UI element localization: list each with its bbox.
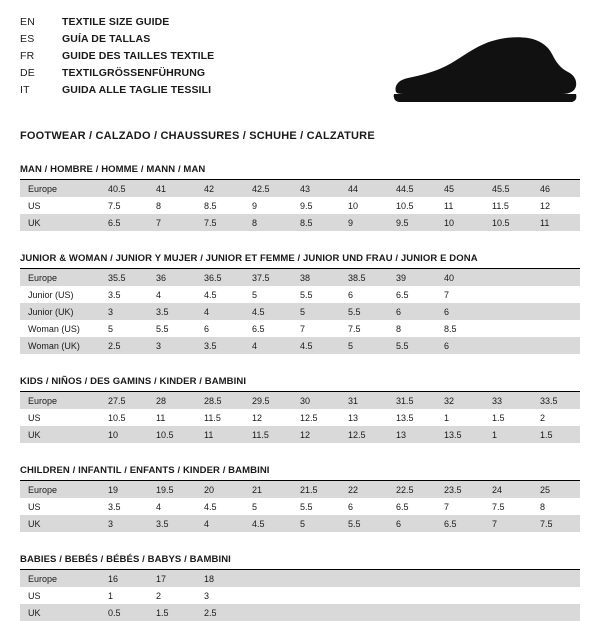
size-cell: 44 [340, 180, 388, 197]
size-cell: 31 [340, 392, 388, 409]
size-row-label: Europe [20, 392, 100, 409]
size-cell: 3.5 [148, 515, 196, 532]
table-row [20, 337, 580, 354]
size-cell: 5.5 [300, 501, 313, 512]
size-cell: 1.5 [532, 426, 580, 443]
size-row-label: Woman (US) [28, 323, 80, 334]
size-cell: 5.5 [300, 289, 313, 300]
language-row [20, 33, 214, 50]
size-cell [532, 286, 580, 303]
size-row-label: Europe [20, 269, 100, 286]
language-row [20, 67, 214, 84]
size-group-title: CHILDREN / INFANTIL / ENFANTS / KINDER / BAMBINI [20, 465, 580, 481]
size-cell: 32 [436, 392, 484, 409]
size-cell: 19 [100, 481, 148, 498]
size-group-title: BABIES / BEBÉS / BÉBÉS / BABYS / BAMBINI [20, 554, 580, 570]
size-cell: 2.5 [100, 337, 148, 354]
size-cell: 31.5 [388, 392, 436, 409]
table-row [20, 604, 580, 621]
size-cell: 6 [388, 515, 436, 532]
size-group-title: KIDS / NIÑOS / DES GAMINS / KINDER / BAMBINI [20, 376, 580, 392]
size-cell: 30 [292, 392, 340, 409]
size-cell: 45.5 [484, 180, 532, 197]
size-cell: 10.5 [484, 214, 532, 231]
size-cell: 33.5 [532, 392, 580, 409]
size-cell [436, 570, 484, 587]
size-cell [340, 604, 388, 621]
size-cell: 3 [100, 303, 148, 320]
size-cell: 11 [444, 200, 454, 211]
size-cell: 10 [100, 426, 148, 443]
size-cell: 1 [444, 412, 450, 423]
table-row [20, 515, 580, 532]
language-title: TEXTILE SIZE GUIDE [62, 16, 170, 28]
size-cell: 4 [244, 337, 292, 354]
size-cell: 6.5 [396, 501, 409, 512]
size-cell: 7.5 [348, 323, 361, 334]
size-cell: 27.5 [100, 392, 148, 409]
size-cell: 21 [244, 481, 292, 498]
document-header [20, 16, 580, 116]
size-cell: 13.5 [396, 412, 414, 423]
size-cell: 24 [484, 481, 532, 498]
language-row [20, 84, 214, 101]
size-cell: 44.5 [388, 180, 436, 197]
size-cell: 9.5 [388, 214, 436, 231]
size-cell [532, 337, 580, 354]
size-cell [532, 570, 580, 587]
size-cell: 37.5 [244, 269, 292, 286]
size-cell: 7 [444, 289, 450, 300]
size-cell [532, 320, 580, 337]
size-cell: 4 [196, 515, 244, 532]
size-cell [484, 337, 532, 354]
size-cell: 40.5 [100, 180, 148, 197]
size-cell: 17 [148, 570, 196, 587]
size-cell: 8 [244, 214, 292, 231]
size-row-label: Junior (UK) [20, 303, 100, 320]
size-cell [340, 570, 388, 587]
size-cell [532, 587, 580, 604]
size-cell: 7 [444, 501, 450, 512]
size-cell: 11 [532, 214, 580, 231]
size-cell: 8 [540, 501, 546, 512]
table-row [20, 197, 580, 214]
size-cell: 11.5 [204, 412, 221, 423]
size-cell: 38 [292, 269, 340, 286]
size-cell: 5 [252, 289, 258, 300]
size-group [20, 465, 580, 532]
size-cell: 6 [436, 303, 484, 320]
table-row [20, 214, 580, 231]
size-cell [340, 587, 388, 604]
size-cell [532, 604, 580, 621]
size-cell: 12.5 [340, 426, 388, 443]
size-cell: 38.5 [340, 269, 388, 286]
size-cell: 4 [156, 501, 162, 512]
size-cell: 1.5 [492, 412, 505, 423]
size-row-label: Junior (US) [28, 289, 74, 300]
size-cell: 4 [156, 289, 162, 300]
size-cell: 40 [436, 269, 484, 286]
size-cell [436, 604, 484, 621]
size-row-label: Europe [20, 180, 100, 197]
size-cell: 25 [532, 481, 580, 498]
size-cell: 7 [484, 515, 532, 532]
size-cell: 23.5 [436, 481, 484, 498]
size-cell [244, 570, 292, 587]
size-cell: 0.5 [100, 604, 148, 621]
size-cell [484, 286, 532, 303]
size-cell: 8 [396, 323, 402, 334]
size-cell: 1 [108, 590, 114, 601]
size-cell: 4.5 [244, 515, 292, 532]
size-row-label: Europe [20, 481, 100, 498]
table-row [20, 392, 580, 409]
size-cell: 5 [252, 501, 258, 512]
size-cell [484, 303, 532, 320]
size-cell: 2 [156, 590, 162, 601]
language-row [20, 50, 214, 67]
size-cell: 7 [148, 214, 196, 231]
table-row [20, 426, 580, 443]
size-cell: 42 [196, 180, 244, 197]
table-row [20, 570, 580, 587]
size-cell: 3.5 [108, 289, 121, 300]
size-row-label: US [28, 590, 41, 601]
size-cell: 6.5 [436, 515, 484, 532]
size-cell: 11.5 [244, 426, 292, 443]
size-groups [20, 164, 580, 621]
size-cell: 6 [388, 303, 436, 320]
size-cell [484, 604, 532, 621]
size-cell: 6.5 [396, 289, 409, 300]
dress-shoe-icon [388, 36, 578, 108]
size-group [20, 554, 580, 621]
size-cell: 5.5 [340, 303, 388, 320]
size-cell: 8.5 [204, 200, 217, 211]
size-cell [244, 604, 292, 621]
size-cell: 19.5 [148, 481, 196, 498]
size-cell: 8 [156, 200, 162, 211]
size-cell: 36.5 [196, 269, 244, 286]
table-row [20, 180, 580, 197]
size-cell: 9.5 [300, 200, 313, 211]
size-cell: 45 [436, 180, 484, 197]
size-cell: 7.5 [492, 501, 505, 512]
size-group [20, 164, 580, 231]
size-row-label: Europe [20, 570, 100, 587]
size-cell: 8.5 [292, 214, 340, 231]
size-cell: 39 [388, 269, 436, 286]
size-cell [244, 587, 292, 604]
size-cell: 5 [292, 515, 340, 532]
size-cell: 1 [484, 426, 532, 443]
table-row [20, 269, 580, 286]
size-cell: 3.5 [196, 337, 244, 354]
size-cell: 6 [204, 323, 210, 334]
size-table [20, 570, 580, 621]
size-row-label: US [28, 501, 41, 512]
size-row-label: UK [20, 515, 100, 532]
size-cell: 29.5 [244, 392, 292, 409]
table-row [20, 320, 580, 337]
language-title: TEXTILGRÖSSENFÜHRUNG [62, 67, 206, 79]
size-cell [484, 269, 532, 286]
size-cell [292, 570, 340, 587]
size-cell: 46 [532, 180, 580, 197]
size-cell: 13.5 [436, 426, 484, 443]
table-row [20, 498, 580, 515]
size-cell: 10.5 [396, 200, 414, 211]
size-row-label: UK [20, 426, 100, 443]
size-cell: 5.5 [156, 323, 169, 334]
size-cell: 20 [196, 481, 244, 498]
size-cell: 3 [204, 590, 210, 601]
table-row [20, 286, 580, 303]
size-cell: 28 [148, 392, 196, 409]
size-cell [436, 587, 484, 604]
language-title: GUIDE DES TAILLES TEXTILE [62, 50, 215, 62]
size-cell: 21.5 [292, 481, 340, 498]
table-row [20, 481, 580, 498]
size-cell: 3 [148, 337, 196, 354]
size-cell: 12 [292, 426, 340, 443]
size-cell [292, 604, 340, 621]
size-cell: 4.5 [204, 289, 217, 300]
table-row [20, 303, 580, 320]
size-cell: 11 [156, 412, 166, 423]
size-cell [388, 587, 436, 604]
size-cell: 10.5 [108, 412, 126, 423]
size-cell: 4.5 [204, 501, 217, 512]
language-code: IT [20, 84, 30, 96]
size-cell: 7.5 [196, 214, 244, 231]
size-cell: 35.5 [100, 269, 148, 286]
size-row-label: UK [20, 214, 100, 231]
size-cell: 33 [484, 392, 532, 409]
table-row [20, 409, 580, 426]
size-cell: 42.5 [244, 180, 292, 197]
size-cell: 6.5 [100, 214, 148, 231]
size-cell: 12 [540, 200, 551, 211]
size-cell: 16 [100, 570, 148, 587]
size-cell: 6 [348, 501, 354, 512]
size-cell: 5.5 [340, 515, 388, 532]
size-cell: 18 [196, 570, 244, 587]
size-cell [388, 604, 436, 621]
size-cell: 5 [108, 323, 114, 334]
size-cell [388, 570, 436, 587]
size-cell: 11.5 [492, 200, 509, 211]
size-group-title: MAN / HOMBRE / HOMME / MANN / MAN [20, 164, 580, 180]
size-cell: 7.5 [532, 515, 580, 532]
size-cell: 11 [196, 426, 244, 443]
language-row [20, 16, 214, 33]
language-title: GUÍA DE TALLAS [62, 33, 151, 45]
size-cell: 6.5 [252, 323, 265, 334]
size-group [20, 376, 580, 443]
size-cell: 3.5 [148, 303, 196, 320]
size-cell: 7.5 [108, 200, 121, 211]
size-cell: 6 [436, 337, 484, 354]
size-cell: 3.5 [108, 501, 121, 512]
size-cell: 12 [252, 412, 263, 423]
size-cell: 10.5 [148, 426, 196, 443]
language-code: EN [20, 16, 35, 28]
table-row [20, 587, 580, 604]
size-group [20, 253, 580, 354]
size-cell: 22 [340, 481, 388, 498]
size-table [20, 481, 580, 532]
language-title: GUIDA ALLE TAGLIE TESSILI [62, 84, 212, 96]
size-cell: 13 [388, 426, 436, 443]
size-cell [484, 587, 532, 604]
size-cell: 7 [300, 323, 306, 334]
size-group-title: JUNIOR & WOMAN / JUNIOR Y MUJER / JUNIOR ET FEMME / JUNIOR UND FRAU / JUNIOR E DONA [20, 253, 580, 269]
size-cell: 3 [100, 515, 148, 532]
language-code: ES [20, 33, 35, 45]
size-cell: 1.5 [148, 604, 196, 621]
size-cell: 12.5 [300, 412, 318, 423]
size-cell: 5.5 [388, 337, 436, 354]
size-cell: 36 [148, 269, 196, 286]
size-cell [292, 587, 340, 604]
size-row-label: UK [20, 604, 100, 621]
size-cell: 4 [196, 303, 244, 320]
size-row-label: US [28, 412, 41, 423]
size-row-label: Woman (UK) [20, 337, 100, 354]
size-cell: 2 [540, 412, 546, 423]
size-cell [532, 303, 580, 320]
size-cell: 4.5 [244, 303, 292, 320]
size-cell: 10 [436, 214, 484, 231]
size-cell: 5 [340, 337, 388, 354]
language-code: FR [20, 50, 35, 62]
size-cell: 41 [148, 180, 196, 197]
size-cell: 10 [348, 200, 359, 211]
size-cell: 9 [340, 214, 388, 231]
size-cell: 6 [348, 289, 354, 300]
size-cell: 4.5 [292, 337, 340, 354]
size-cell [484, 320, 532, 337]
language-code: DE [20, 67, 35, 79]
size-cell: 5 [292, 303, 340, 320]
size-cell: 2.5 [196, 604, 244, 621]
size-cell [532, 269, 580, 286]
size-table [20, 269, 580, 354]
size-table [20, 392, 580, 443]
size-cell: 28.5 [196, 392, 244, 409]
language-title-list [20, 16, 214, 101]
size-cell: 13 [348, 412, 359, 423]
size-cell: 8.5 [444, 323, 457, 334]
size-cell: 9 [252, 200, 258, 211]
size-row-label: US [28, 200, 41, 211]
size-cell: 43 [292, 180, 340, 197]
size-cell [484, 570, 532, 587]
size-cell: 22.5 [388, 481, 436, 498]
category-title: FOOTWEAR / CALZADO / CHAUSSURES / SCHUHE / CALZATURE [20, 130, 375, 142]
size-table [20, 180, 580, 231]
